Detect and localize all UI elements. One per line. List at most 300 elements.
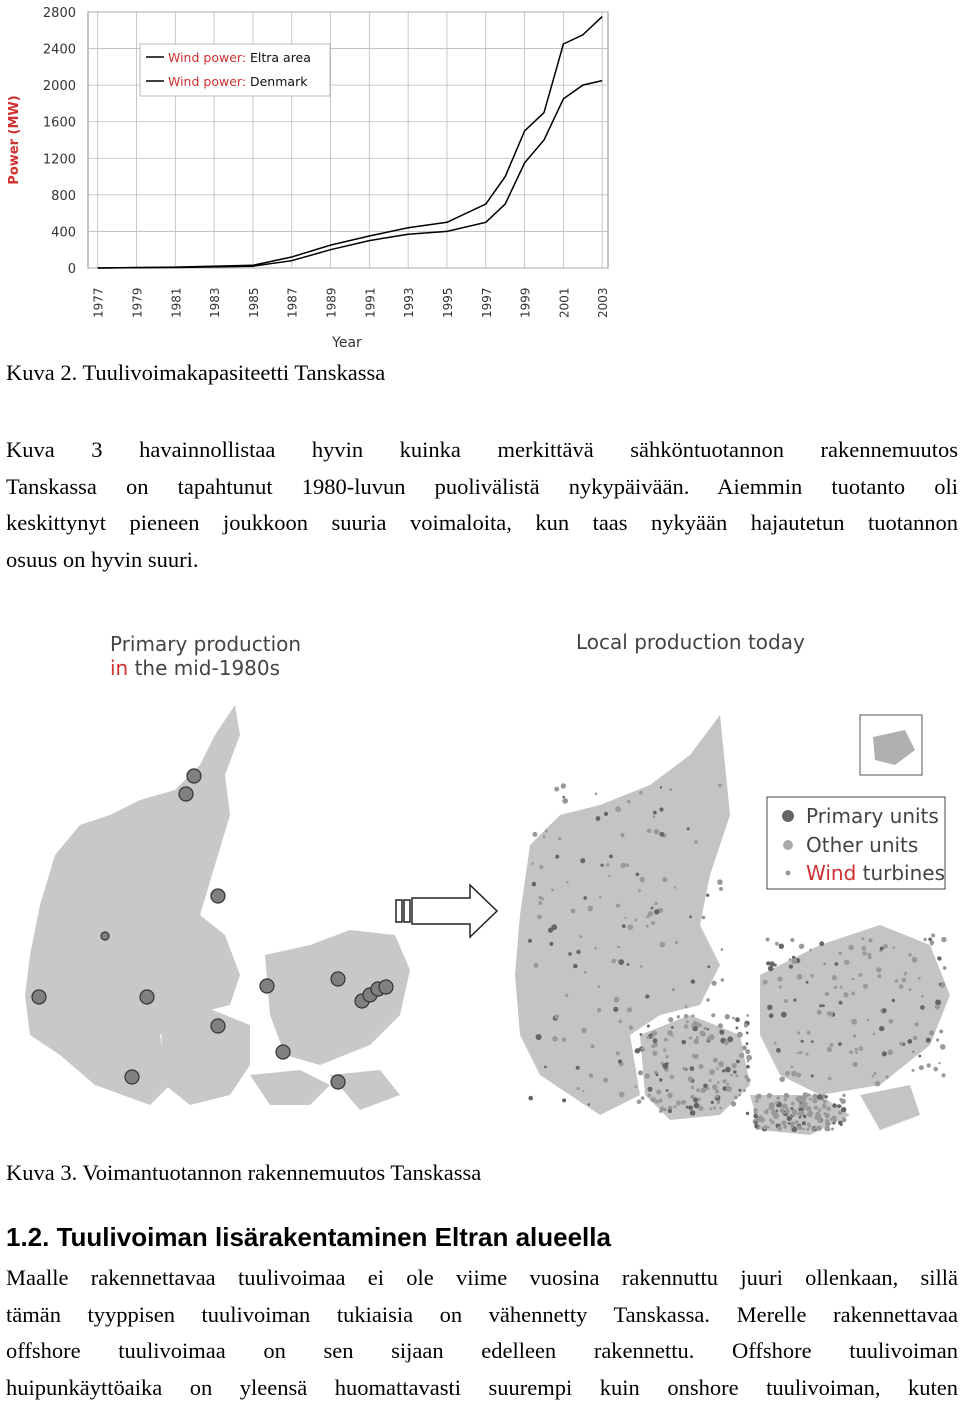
unit-dot xyxy=(862,951,867,956)
unit-dot xyxy=(852,978,855,981)
unit-dot xyxy=(817,1117,822,1122)
unit-dot xyxy=(879,1026,884,1031)
unit-dot xyxy=(589,1073,594,1078)
unit-dot xyxy=(943,966,947,970)
unit-dot xyxy=(689,916,692,919)
unit-dot xyxy=(919,1065,924,1070)
unit-dot xyxy=(636,873,640,877)
unit-dot xyxy=(688,1076,693,1081)
unit-dot xyxy=(672,988,675,991)
unit-dot xyxy=(698,1064,703,1069)
unit-dot xyxy=(596,816,601,821)
x-tick-label: 1995 xyxy=(441,287,455,318)
unit-dot xyxy=(580,858,585,863)
legend-primary-units: Primary units xyxy=(806,804,939,828)
unit-dot xyxy=(674,886,677,889)
unit-dot xyxy=(538,896,542,900)
unit-dot xyxy=(788,1122,791,1125)
unit-dot xyxy=(622,924,626,928)
unit-dot xyxy=(874,1072,877,1075)
unit-dot xyxy=(775,1101,778,1104)
unit-dot xyxy=(684,1024,688,1028)
unit-dot xyxy=(675,941,678,944)
unit-dot xyxy=(912,1069,915,1072)
unit-dot xyxy=(853,1034,856,1037)
unit-dot xyxy=(835,962,839,966)
unit-dot xyxy=(930,940,935,945)
unit-dot xyxy=(658,1099,662,1103)
power-plant-icon xyxy=(140,990,154,1004)
unit-dot xyxy=(784,1099,787,1102)
unit-dot xyxy=(689,1036,692,1039)
unit-dot xyxy=(552,1036,558,1042)
unit-dot xyxy=(694,1039,700,1045)
unit-dot xyxy=(908,953,912,957)
unit-dot xyxy=(838,1111,842,1115)
unit-dot xyxy=(718,784,722,788)
unit-dot xyxy=(584,971,587,974)
unit-dot xyxy=(608,875,610,877)
unit-dot xyxy=(859,1046,864,1051)
power-plant-icon xyxy=(101,932,109,940)
map-legend xyxy=(767,797,945,889)
unit-dot xyxy=(701,1032,706,1037)
unit-dot xyxy=(782,1104,788,1110)
unit-dot xyxy=(790,1065,793,1068)
y-tick-label: 2400 xyxy=(43,43,76,58)
y-axis-label: Power (MW) xyxy=(7,95,22,184)
unit-dot xyxy=(754,1121,757,1124)
unit-dot xyxy=(783,1125,787,1129)
unit-dot xyxy=(698,1106,703,1111)
unit-dot xyxy=(921,995,924,998)
unit-dot xyxy=(839,1001,843,1005)
unit-dot xyxy=(744,1023,748,1027)
unit-dot xyxy=(549,942,553,946)
unit-dot xyxy=(617,960,619,962)
unit-dot xyxy=(784,1093,790,1099)
power-plant-icon xyxy=(260,979,274,993)
unit-dot xyxy=(812,1098,817,1103)
text-line: keskittynyt pieneen joukkoon suuria voimaloita, kun taas nykyään hajautetun tuotannon xyxy=(6,505,958,542)
unit-dot xyxy=(625,863,629,867)
y-tick-label: 1200 xyxy=(43,152,76,167)
paragraph-1 xyxy=(6,432,958,578)
unit-dot xyxy=(676,1101,681,1106)
unit-dot xyxy=(712,1084,718,1090)
unit-dot xyxy=(807,1031,811,1035)
unit-dot xyxy=(711,1013,715,1017)
unit-dot xyxy=(842,1117,847,1122)
unit-dot xyxy=(713,1106,716,1109)
unit-dot xyxy=(746,1055,752,1061)
unit-dot xyxy=(576,950,580,954)
unit-dot xyxy=(562,1038,566,1042)
unit-dot xyxy=(797,1052,800,1055)
unit-dot xyxy=(620,833,624,837)
unit-dot xyxy=(528,939,532,943)
unit-dot xyxy=(721,948,724,951)
power-plant-icon xyxy=(379,980,393,994)
unit-dot xyxy=(659,807,663,811)
unit-dot xyxy=(648,1087,653,1092)
unit-dot xyxy=(875,1081,880,1086)
unit-dot xyxy=(696,1036,699,1039)
unit-dot xyxy=(929,1030,934,1035)
unit-dot xyxy=(739,1089,742,1092)
unit-dot xyxy=(692,1054,696,1058)
unit-dot xyxy=(854,1048,857,1051)
unit-dot xyxy=(912,957,918,963)
unit-dot xyxy=(838,952,841,955)
unit-dot xyxy=(609,855,613,859)
unit-dot xyxy=(637,1100,642,1105)
unit-dot xyxy=(799,1104,803,1108)
unit-dot xyxy=(810,974,813,977)
unit-dot xyxy=(735,1017,740,1022)
unit-dot xyxy=(615,806,621,812)
unit-dot xyxy=(651,907,654,910)
unit-dot xyxy=(889,1019,894,1024)
unit-dot xyxy=(687,827,690,830)
unit-dot xyxy=(878,974,882,978)
unit-dot xyxy=(732,1063,737,1068)
unit-dot xyxy=(819,941,824,946)
unit-dot xyxy=(776,1124,779,1127)
unit-dot xyxy=(531,862,534,865)
wind-turbine-icon xyxy=(786,871,791,876)
x-tick-label: 2001 xyxy=(557,287,571,318)
unit-dot xyxy=(797,974,803,980)
unit-dot xyxy=(663,1048,666,1051)
unit-dot xyxy=(660,942,666,948)
unit-dot xyxy=(737,1032,743,1038)
unit-dot xyxy=(902,978,907,983)
unit-dot xyxy=(684,1014,688,1018)
unit-dot xyxy=(654,829,660,835)
unit-dot xyxy=(931,933,935,937)
unit-dot xyxy=(646,1036,649,1039)
unit-dot xyxy=(781,1120,786,1125)
unit-dot xyxy=(691,1086,694,1089)
unit-dot xyxy=(664,1038,668,1042)
unit-dot xyxy=(904,973,907,976)
figure-2-caption: Kuva 2. Tuulivoimakapasiteetti Tanskassa xyxy=(6,360,385,386)
unit-dot xyxy=(533,963,538,968)
unit-dot xyxy=(697,1098,700,1101)
unit-dot xyxy=(746,1112,749,1115)
unit-dot xyxy=(923,938,926,941)
unit-dot xyxy=(702,916,706,920)
unit-dot xyxy=(562,796,565,799)
text-line: Kuva 3 havainnollistaa hyvin kuinka merkittävä sähköntuotannon rakennemuutos xyxy=(6,432,958,469)
unit-dot xyxy=(606,863,610,867)
legend-wind-turbines: Wind turbines xyxy=(806,861,945,885)
unit-dot xyxy=(799,944,804,949)
unit-dot xyxy=(806,1053,809,1056)
x-axis-label: Year xyxy=(331,335,362,351)
unit-dot xyxy=(617,946,620,949)
unit-dot xyxy=(579,935,582,938)
unit-dot xyxy=(555,1014,560,1019)
unit-dot xyxy=(918,977,921,980)
unit-dot xyxy=(595,793,598,796)
unit-dot xyxy=(706,998,710,1002)
x-tick-label: 1993 xyxy=(402,287,416,318)
unit-dot xyxy=(619,1092,625,1098)
unit-dot xyxy=(777,977,782,982)
unit-dot xyxy=(872,1075,875,1078)
unit-dot xyxy=(591,1044,595,1048)
unit-dot xyxy=(822,1104,824,1106)
unit-dot xyxy=(895,979,899,983)
unit-dot xyxy=(707,1028,709,1030)
unit-dot xyxy=(793,999,796,1002)
unit-dot xyxy=(604,812,608,816)
unit-dot xyxy=(668,1109,672,1113)
unit-dot xyxy=(717,1100,721,1104)
unit-dot xyxy=(671,1026,674,1029)
unit-dot xyxy=(824,1126,830,1132)
capacity-chart xyxy=(0,0,620,355)
unit-dot xyxy=(712,981,717,986)
unit-dot xyxy=(776,1048,781,1053)
unit-dot xyxy=(634,919,637,922)
unit-dot xyxy=(883,944,888,949)
unit-dot xyxy=(926,1038,931,1043)
unit-dot xyxy=(814,1127,817,1130)
unit-dot xyxy=(914,1022,918,1026)
legend-other-units: Other units xyxy=(806,833,918,857)
power-plant-icon xyxy=(179,787,193,801)
unit-dot xyxy=(692,1014,695,1017)
unit-dot xyxy=(576,1066,580,1070)
unit-dot xyxy=(704,1027,707,1030)
unit-dot xyxy=(647,1094,651,1098)
unit-dot xyxy=(746,1042,749,1045)
production-maps-figure xyxy=(0,615,960,1155)
unit-dot xyxy=(601,864,604,867)
paragraph-2 xyxy=(6,1260,958,1406)
unit-dot xyxy=(703,1084,708,1089)
unit-dot xyxy=(571,909,576,914)
unit-dot xyxy=(927,1063,931,1067)
unit-dot xyxy=(641,1048,644,1051)
unit-dot xyxy=(940,1044,946,1050)
unit-dot xyxy=(827,1107,831,1111)
unit-dot xyxy=(819,1004,822,1007)
y-tick-label: 1600 xyxy=(43,116,76,131)
unit-dot xyxy=(736,1027,739,1030)
power-plant-icon xyxy=(331,972,345,986)
unit-dot xyxy=(899,1042,903,1046)
unit-dot xyxy=(747,1060,749,1062)
unit-dot xyxy=(639,791,643,795)
unit-dot xyxy=(651,921,655,925)
unit-dot xyxy=(577,1087,580,1090)
unit-dot xyxy=(939,1030,943,1034)
unit-dot xyxy=(825,1113,830,1118)
unit-dot xyxy=(815,1107,818,1110)
unit-dot xyxy=(599,896,602,899)
unit-dot xyxy=(538,901,542,905)
x-tick-label: 1979 xyxy=(131,287,145,318)
right-map-title: Local production today xyxy=(576,630,805,654)
unit-dot xyxy=(681,1100,686,1105)
unit-dot xyxy=(616,1051,620,1055)
unit-dot xyxy=(798,1096,804,1102)
x-tick-label: 1981 xyxy=(169,287,183,318)
chart-legend xyxy=(140,44,330,96)
unit-dot xyxy=(691,979,695,983)
unit-dot xyxy=(876,967,881,972)
unit-dot xyxy=(880,947,884,951)
unit-dot xyxy=(825,1095,828,1098)
unit-dot xyxy=(868,938,872,942)
unit-dot xyxy=(837,1104,841,1108)
unit-dot xyxy=(536,1034,542,1040)
unit-dot xyxy=(755,1099,759,1103)
unit-dot xyxy=(537,915,542,920)
unit-dot xyxy=(838,1120,843,1125)
unit-dot xyxy=(828,1012,833,1017)
unit-dot xyxy=(775,942,779,946)
left-map-denmark xyxy=(25,705,410,1110)
unit-dot xyxy=(726,1083,729,1086)
unit-dot xyxy=(792,1109,797,1114)
unit-dot xyxy=(711,1101,714,1104)
unit-dot xyxy=(734,1095,738,1099)
unit-dot xyxy=(627,1007,632,1012)
unit-dot xyxy=(841,1107,846,1112)
unit-dot xyxy=(544,1066,547,1069)
unit-dot xyxy=(882,1051,887,1056)
unit-dot xyxy=(583,896,587,900)
unit-dot xyxy=(851,1019,857,1025)
unit-dot xyxy=(554,787,559,792)
unit-dot xyxy=(722,1069,725,1072)
unit-dot xyxy=(936,1038,939,1041)
unit-dot xyxy=(548,928,553,933)
unit-dot xyxy=(732,1017,735,1020)
y-tick-label: 400 xyxy=(51,225,76,240)
unit-dot xyxy=(725,1067,731,1073)
unit-dot xyxy=(766,961,770,965)
text-line: osuus on hyvin suuri. xyxy=(6,542,958,579)
unit-dot xyxy=(827,1047,832,1052)
unit-dot xyxy=(691,1023,695,1027)
unit-dot xyxy=(717,1081,720,1084)
unit-dot xyxy=(770,1120,774,1124)
unit-dot xyxy=(627,963,630,966)
power-plant-icon xyxy=(211,1019,225,1033)
unit-dot xyxy=(913,1036,918,1041)
unit-dot xyxy=(616,904,620,908)
unit-dot xyxy=(818,1108,821,1111)
unit-dot xyxy=(690,1095,694,1099)
unit-dot xyxy=(640,965,643,968)
unit-dot xyxy=(686,1020,689,1023)
text-line: offshore tuulivoimaa on sen sijaan edelleen rakennettu. Offshore tuulivoiman xyxy=(6,1333,958,1370)
unit-dot xyxy=(817,1094,823,1100)
unit-dot xyxy=(727,1036,733,1042)
unit-dot xyxy=(767,1005,772,1010)
unit-dot xyxy=(830,1118,833,1121)
y-tick-label: 800 xyxy=(51,189,76,204)
unit-dot xyxy=(848,945,854,951)
unit-dot xyxy=(779,944,784,949)
unit-dot xyxy=(652,1031,657,1036)
unit-dot xyxy=(627,800,630,803)
unit-dot xyxy=(933,1067,938,1072)
unit-dot xyxy=(899,984,904,989)
unit-dot xyxy=(754,1124,758,1128)
unit-dot xyxy=(853,1062,858,1067)
unit-dot xyxy=(816,1126,821,1131)
unit-dot xyxy=(653,815,656,818)
unit-dot xyxy=(573,964,578,969)
power-plant-icon xyxy=(125,1070,139,1084)
unit-dot xyxy=(851,991,855,995)
unit-dot xyxy=(654,902,657,905)
unit-dot xyxy=(791,1125,794,1128)
unit-dot xyxy=(811,1074,814,1077)
unit-dot xyxy=(828,1077,832,1081)
unit-dot xyxy=(795,1120,799,1124)
unit-dot xyxy=(562,1098,566,1102)
unit-dot xyxy=(789,958,792,961)
power-plant-icon xyxy=(331,1075,345,1089)
unit-dot xyxy=(882,1008,887,1013)
x-tick-label: 1987 xyxy=(286,287,300,318)
unit-dot xyxy=(551,889,554,892)
unit-dot xyxy=(715,1089,719,1093)
unit-dot xyxy=(614,997,620,1003)
unit-dot xyxy=(659,1078,662,1081)
unit-dot xyxy=(760,1117,765,1122)
unit-dot xyxy=(709,1108,712,1111)
unit-dot xyxy=(768,966,774,972)
unit-dot xyxy=(713,1058,718,1063)
unit-dot xyxy=(774,1042,777,1045)
unit-dot xyxy=(690,1110,696,1116)
unit-dot xyxy=(909,988,912,991)
unit-dot xyxy=(918,1055,921,1058)
unit-dot xyxy=(784,999,788,1003)
unit-dot xyxy=(706,894,709,897)
x-tick-label: 2003 xyxy=(596,287,610,318)
unit-dot xyxy=(677,1015,680,1018)
unit-dot xyxy=(832,975,837,980)
unit-dot xyxy=(640,877,645,882)
unit-dot xyxy=(849,1050,853,1054)
x-tick-label: 1983 xyxy=(208,287,222,318)
unit-dot xyxy=(861,946,866,951)
unit-dot xyxy=(539,865,543,869)
unit-dot xyxy=(802,1101,807,1106)
power-plant-icon xyxy=(187,769,201,783)
x-tick-label: 1977 xyxy=(92,287,106,318)
unit-dot xyxy=(568,952,572,956)
unit-dot xyxy=(670,1075,674,1079)
unit-dot xyxy=(937,956,941,960)
power-plant-icon xyxy=(32,990,46,1004)
unit-dot xyxy=(823,962,826,965)
unit-dot xyxy=(634,1085,637,1088)
unit-dot xyxy=(888,1050,894,1056)
unit-dot xyxy=(755,1096,758,1099)
unit-dot xyxy=(588,1103,590,1105)
